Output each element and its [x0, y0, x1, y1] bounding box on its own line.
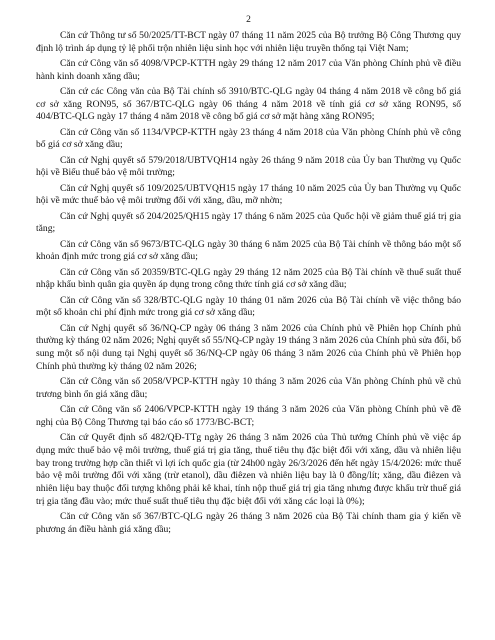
paragraph-7: Căn cứ Nghị quyết số 204/2025/QH15 ngày 17 tháng 6 năm 2025 của Quốc hội về giảm thuế giá trị gia tăng;: [36, 210, 461, 235]
paragraph-3: Căn cứ các Công văn của Bộ Tài chính số 3910/BTC-QLG ngày 04 tháng 4 năm 2018 về công bố giá cơ sở xăng RON95, số 367/BTC-QLG ngày 06 tháng 4 năm 2018 về tính giá cơ sở xăng RON95, số 404/BTC-QLG ngày 17 tháng 4 năm 2018 về công bố giá cơ sở mặt hàng xăng RON95;: [36, 86, 461, 123]
paragraph-5: Căn cứ Nghị quyết số 579/2018/UBTVQH14 ngày 26 tháng 9 năm 2018 của Ủy ban Thường vụ Quốc hội về Biểu thuế bảo vệ môi trường;: [36, 154, 461, 179]
paragraph-6: Căn cứ Nghị quyết số 109/2025/UBTVQH15 ngày 17 tháng 10 năm 2025 của Ủy ban Thường vụ Quốc hội về mức thuế bảo vệ môi trường đối với xăng, dầu, mỡ nhờn;: [36, 182, 461, 207]
paragraph-1: Căn cứ Thông tư số 50/2025/TT-BCT ngày 07 tháng 11 năm 2025 của Bộ trưởng Bộ Công Thương quy định lộ trình áp dụng tỷ lệ phối trộn nhiên liệu sinh học với nhiên liệu truyền thống tại Việt Nam;: [36, 30, 461, 54]
paragraph-10: Căn cứ Công văn số 328/BTC-QLG ngày 10 tháng 01 năm 2026 của Bộ Tài chính về việc thông báo một số khoản chi phí định mức trong giá cơ sở xăng dầu;: [36, 294, 461, 319]
paragraph-13: Căn cứ Công văn số 2406/VPCP-KTTH ngày 19 tháng 3 năm 2026 của Văn phòng Chính phủ về đề nghị của Bộ Công Thương tại báo cáo số 1773/BC-BCT;: [36, 404, 461, 428]
paragraph-11: Căn cứ Nghị quyết số 36/NQ-CP ngày 06 tháng 3 năm 2026 của Chính phủ về Phiên họp Chính phủ thường kỳ tháng 02 năm 2026; Nghị quyết số 55/NQ-CP ngày 19 tháng 3 năm 2026 của Chính phủ sửa đổi, bổ sung một số nội dung tại Nghị quyết số 36/NQ-CP ngày 06 tháng 3 năm 2026 của Chính phủ về Phiên họp Chính phủ thường kỳ tháng 02 năm 2026;: [36, 322, 461, 372]
paragraph-2: Căn cứ Công văn số 4098/VPCP-KTTH ngày 29 tháng 12 năm 2017 của Văn phòng Chính phủ về điều hành kinh doanh xăng dầu;: [36, 58, 461, 82]
paragraph-15: Căn cứ Công văn số 367/BTC-QLG ngày 26 tháng 3 năm 2026 của Bộ Tài chính tham gia ý kiến về phương án điều hành giá xăng dầu;: [36, 510, 461, 535]
page-number: 2: [246, 15, 251, 25]
paragraph-14: Căn cứ Quyết định số 482/QĐ-TTg ngày 26 tháng 3 năm 2026 của Thủ tướng Chính phủ về việc áp dụng mức thuế bảo vệ môi trường, thuế giá trị gia tăng, thuế tiêu thụ đặc biệt đối với xăng, dầu và nhiên liệu bay trong trường hợp cần thiết vì lợi ích quốc gia (từ 24h00 ngày 26/3/2026 đến hết ngày 15/4/2026: mức thuế bảo vệ môi trường đối với xăng (trừ etanol), dầu điêzen và nhiên liệu bay là 0 đồng/lít; xăng, dầu điêzen và nhiên liệu bay thuộc đối tượng không phải kê khai, tính nộp thuế giá trị gia tăng nhưng được khấu trừ thuế giá trị gia tăng đầu vào; mức thuế suất thuế tiêu thụ đặc biệt đối với xăng các loại là 0%);: [36, 432, 461, 507]
paragraph-4: Căn cứ Công văn số 1134/VPCP-KTTH ngày 23 tháng 4 năm 2018 của Văn phòng Chính phủ về công bố giá cơ sở xăng dầu;: [36, 126, 461, 151]
paragraph-9: Căn cứ Công văn số 20359/BTC-QLG ngày 29 tháng 12 năm 2025 của Bộ Tài chính về thuế suất thuế nhập khẩu bình quân gia quyền áp dụng trong công thức tính giá cơ sở xăng dầu;: [36, 266, 461, 291]
paragraph-12: Căn cứ Công văn số 2058/VPCP-KTTH ngày 10 tháng 3 năm 2026 của Văn phòng Chính phủ về chủ trương bình ổn giá xăng dầu;: [36, 376, 461, 400]
paragraph-8: Căn cứ Công văn số 9673/BTC-QLG ngày 30 tháng 6 năm 2025 của Bộ Tài chính về thông báo một số khoản định mức trong giá cơ sở xăng dầu;: [36, 238, 461, 263]
